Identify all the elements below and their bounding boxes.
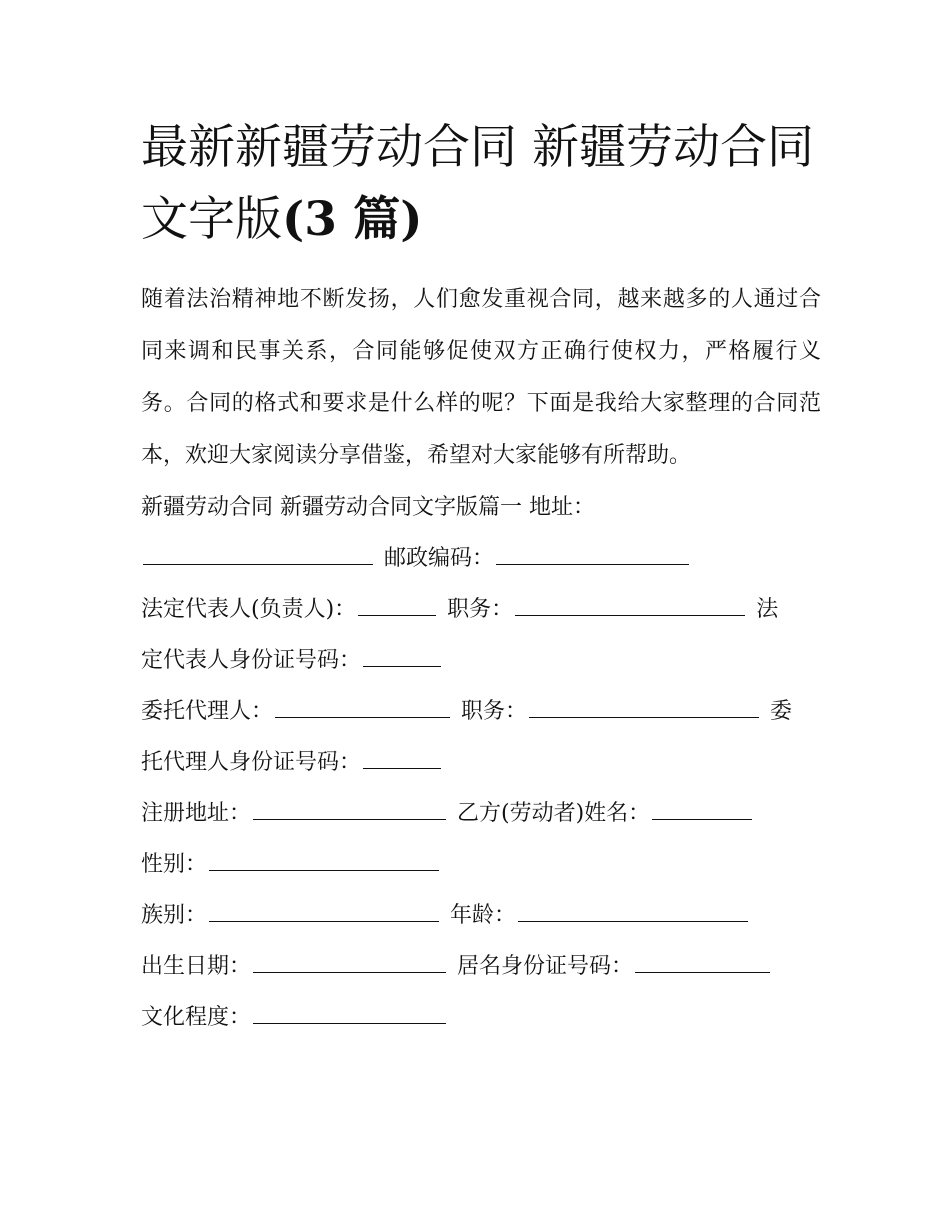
- worker-name-label: 乙方(劳动者)姓名：: [457, 801, 651, 826]
- address-postal-line: [141, 533, 821, 584]
- ethnicity-label: 族别：: [141, 903, 208, 928]
- ethnicity-blank[interactable]: [209, 901, 439, 922]
- legal-rep-label: 法定代表人(负责人)：: [141, 597, 357, 622]
- legal-rep-blank[interactable]: [358, 595, 436, 616]
- agent-blank[interactable]: [275, 697, 450, 718]
- education-line: [141, 992, 821, 1043]
- worker-name-blank[interactable]: [652, 799, 752, 820]
- birth-date-label: 出生日期：: [141, 954, 252, 979]
- document-title: [141, 112, 821, 256]
- section-heading: 新疆劳动合同 新疆劳动合同文字版篇一 地址：: [141, 495, 595, 520]
- position-blank-2[interactable]: [529, 697, 759, 718]
- agent-label: 委托代理人：: [141, 699, 274, 724]
- birth-id-line: [141, 941, 821, 992]
- gender-blank[interactable]: [209, 850, 439, 871]
- legal-rep-id-blank[interactable]: [363, 646, 441, 667]
- agent-line: [141, 686, 821, 737]
- postal-code-blank[interactable]: [496, 544, 689, 565]
- legal-rep-id-line: [141, 635, 821, 686]
- title-count: (3 篇): [282, 192, 423, 247]
- resident-id-label: 居名身份证号码：: [457, 954, 634, 979]
- birth-date-blank[interactable]: [253, 952, 446, 973]
- ethnicity-age-line: [141, 890, 821, 941]
- education-blank[interactable]: [253, 1003, 446, 1024]
- legal-rep-line: [141, 584, 821, 635]
- age-blank[interactable]: [518, 901, 748, 922]
- agent-id-blank[interactable]: [363, 748, 441, 769]
- agent-id-label: 托代理人身份证号码：: [141, 750, 362, 775]
- position-blank-1[interactable]: [515, 595, 745, 616]
- position-label-2: 职务：: [461, 699, 528, 724]
- education-label: 文化程度：: [141, 1005, 252, 1030]
- postal-code-label: 邮政编码：: [384, 546, 495, 571]
- legal-rep-id-label-start: 法: [756, 597, 779, 622]
- gender-label: 性别：: [141, 852, 208, 877]
- address-blank[interactable]: [143, 544, 373, 565]
- gender-line: [141, 839, 821, 890]
- position-label-1: 职务：: [447, 597, 514, 622]
- document-page: [141, 112, 821, 1043]
- agent-id-label-start: 委: [770, 699, 793, 724]
- age-label: 年龄：: [450, 903, 517, 928]
- reg-address-label: 注册地址：: [141, 801, 252, 826]
- resident-id-blank[interactable]: [635, 952, 770, 973]
- reg-address-blank[interactable]: [253, 799, 446, 820]
- title-main: 最新新疆劳动合同 新疆劳动合同文字版: [141, 120, 814, 247]
- legal-rep-id-label: 定代表人身份证号码：: [141, 648, 362, 673]
- reg-address-line: [141, 788, 821, 839]
- intro-paragraph: 随着法治精神地不断发扬，人们愈发重视合同，越来越多的人通过合同来调和民事关系，合同能够促使双方正确行使权力，严格履行义务。合同的格式和要求是什么样的呢？下面是我给大家整理的合同范本，欢迎大家阅读分享借鉴，希望对大家能够有所帮助。: [141, 287, 821, 468]
- agent-id-line: [141, 737, 821, 788]
